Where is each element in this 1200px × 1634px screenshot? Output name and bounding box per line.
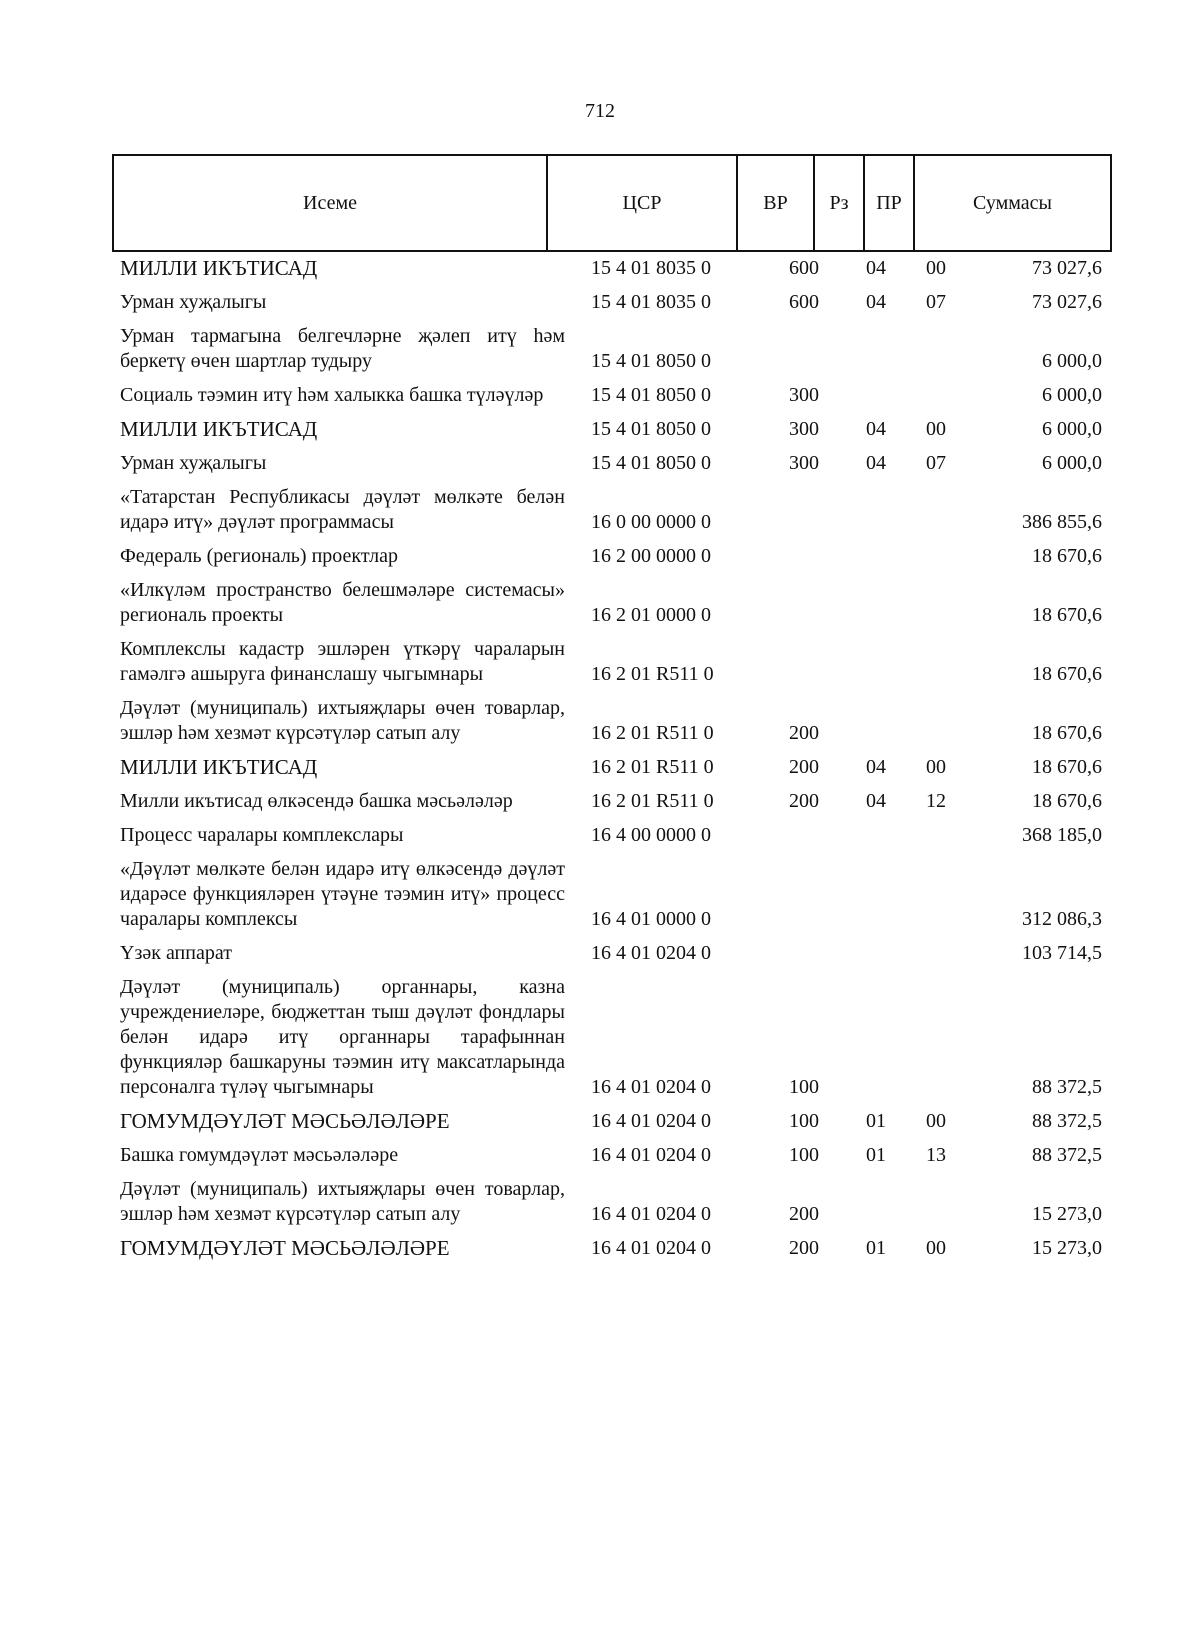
cell-csr: 16 4 01 0204 0 <box>591 1110 711 1132</box>
cell-name: ГОМУМДӘҮЛӘТ МӘСЬӘЛӘЛӘРЕ <box>120 1236 450 1260</box>
cell-pr: 07 <box>926 291 946 313</box>
cell-rz: 04 <box>866 756 886 778</box>
cell-vr: 300 <box>789 384 819 406</box>
cell-sum: 6 000,0 <box>1042 418 1102 440</box>
cell-name: Урман хуҗалыгы <box>120 452 267 474</box>
cell-rz: 04 <box>866 418 886 440</box>
table-row <box>112 447 1112 481</box>
header-vr: ВР <box>737 155 814 251</box>
cell-name: Дәүләт (муниципаль) ихтыяҗлары өчен товарлар, эшләр һәм хезмәт күрсәтүләр сатып алу <box>120 1178 565 1225</box>
cell-csr: 15 4 01 8050 0 <box>591 384 711 406</box>
cell-csr: 16 2 01 R511 0 <box>591 663 714 685</box>
cell-sum: 103 714,5 <box>1022 942 1102 964</box>
cell-rz: 04 <box>866 257 886 279</box>
cell-csr: 16 2 01 R511 0 <box>591 790 714 812</box>
cell-csr: 16 4 01 0204 0 <box>591 942 711 964</box>
cell-csr: 16 4 01 0204 0 <box>591 1076 711 1098</box>
cell-csr: 15 4 01 8050 0 <box>591 452 711 474</box>
cell-name: Үзәк аппарат <box>120 942 232 964</box>
table-row <box>112 971 1112 1105</box>
cell-pr: 00 <box>926 257 946 279</box>
cell-sum: 386 855,6 <box>1022 511 1102 533</box>
cell-name: Федераль (региональ) проектлар <box>120 545 398 567</box>
table-row <box>112 1232 1112 1266</box>
cell-sum: 312 086,3 <box>1022 908 1102 930</box>
cell-vr: 300 <box>789 418 819 440</box>
cell-csr: 16 4 01 0204 0 <box>591 1203 711 1225</box>
cell-sum: 15 273,0 <box>1032 1203 1102 1225</box>
cell-csr: 15 4 01 8035 0 <box>591 291 711 313</box>
cell-csr: 16 4 01 0204 0 <box>591 1237 711 1259</box>
cell-sum: 88 372,5 <box>1032 1110 1102 1132</box>
cell-name: Дәүләт (муниципаль) органнары, казна учреждениеләре, бюджеттан тыш дәүләт фондлары белән идарә итү органнары тарафыннан функцияләр башкаруны тәэмин итү максатларында персоналга түләү чыгымнары <box>120 976 565 1098</box>
cell-sum: 18 670,6 <box>1032 756 1102 778</box>
table-row <box>112 819 1112 853</box>
cell-vr: 200 <box>789 722 819 744</box>
cell-csr: 16 0 00 0000 0 <box>591 511 711 533</box>
cell-name: «Дәүләт мөлкәте белән идарә итү өлкәсендә дәүләт идарәсе функцияләрен үтәүне тәэмин итү» процесс чаралары комплексы <box>120 858 565 930</box>
cell-sum: 18 670,6 <box>1032 663 1102 685</box>
cell-rz: 04 <box>866 790 886 812</box>
page-number: 712 <box>585 100 615 122</box>
table-row <box>112 252 1112 286</box>
table-row <box>112 633 1112 692</box>
cell-sum: 18 670,6 <box>1032 790 1102 812</box>
table-row <box>112 481 1112 540</box>
cell-name: МИЛЛИ ИКЪТИСАД <box>120 256 318 280</box>
table-row <box>112 853 1112 937</box>
cell-csr: 16 4 01 0204 0 <box>591 1144 711 1166</box>
table-row <box>112 937 1112 971</box>
table-row <box>112 540 1112 574</box>
cell-pr: 00 <box>926 756 946 778</box>
cell-rz: 01 <box>866 1144 886 1166</box>
header-csr: ЦСР <box>547 155 737 251</box>
table-row <box>112 286 1112 320</box>
cell-csr: 16 2 01 R511 0 <box>591 722 714 744</box>
cell-name: Урман тармагына белгечләрне җәлеп итү һәм беркетү өчен шартлар тудыру <box>120 325 565 372</box>
cell-csr: 16 2 00 0000 0 <box>591 545 711 567</box>
cell-vr: 600 <box>789 257 819 279</box>
cell-name: Дәүләт (муниципаль) ихтыяҗлары өчен товарлар, эшләр һәм хезмәт күрсәтүләр сатып алу <box>120 697 565 744</box>
cell-pr: 13 <box>926 1144 946 1166</box>
cell-name: Социаль тәэмин итү һәм халыкка башка түләүләр <box>120 384 544 406</box>
cell-csr: 16 4 00 0000 0 <box>591 824 711 846</box>
cell-sum: 18 670,6 <box>1032 545 1102 567</box>
cell-rz: 04 <box>866 452 886 474</box>
table-header <box>112 154 1112 252</box>
header-rz: Рз <box>814 155 864 251</box>
cell-rz: 01 <box>866 1110 886 1132</box>
cell-csr: 15 4 01 8035 0 <box>591 257 711 279</box>
cell-name: ГОМУМДӘҮЛӘТ МӘСЬӘЛӘЛӘРЕ <box>120 1109 450 1133</box>
cell-pr: 07 <box>926 452 946 474</box>
cell-name: МИЛЛИ ИКЪТИСАД <box>120 417 318 441</box>
cell-csr: 16 4 01 0000 0 <box>591 908 711 930</box>
cell-vr: 100 <box>789 1110 819 1132</box>
cell-csr: 15 4 01 8050 0 <box>591 418 711 440</box>
cell-sum: 6 000,0 <box>1042 452 1102 474</box>
cell-sum: 6 000,0 <box>1042 384 1102 406</box>
table-row <box>112 413 1112 447</box>
cell-sum: 73 027,6 <box>1032 291 1102 313</box>
cell-name: Урман хуҗалыгы <box>120 291 267 313</box>
cell-vr: 200 <box>789 756 819 778</box>
cell-vr: 200 <box>789 1203 819 1225</box>
table-row <box>112 1139 1112 1173</box>
header-sum: Суммасы <box>914 155 1111 251</box>
cell-csr: 16 2 01 R511 0 <box>591 756 714 778</box>
cell-sum: 73 027,6 <box>1032 257 1102 279</box>
cell-vr: 600 <box>789 291 819 313</box>
table-row <box>112 785 1112 819</box>
cell-sum: 88 372,5 <box>1032 1144 1102 1166</box>
table-row <box>112 320 1112 379</box>
cell-name: Милли икътисад өлкәсендә башка мәсьәләләр <box>120 790 513 812</box>
cell-name: «Илкүләм пространство белешмәләре системасы» региональ проекты <box>120 579 565 626</box>
cell-name: Процесс чаралары комплекслары <box>120 824 404 846</box>
cell-sum: 368 185,0 <box>1022 824 1102 846</box>
cell-name: МИЛЛИ ИКЪТИСАД <box>120 755 318 779</box>
cell-name: Комплекслы кадастр эшләрен үткәрү чараларын гамәлгә ашыруга финанслашу чыгымнары <box>120 638 565 685</box>
cell-pr: 00 <box>926 1237 946 1259</box>
table-row <box>112 1173 1112 1232</box>
header-name: Исеме <box>113 155 547 251</box>
cell-rz: 01 <box>866 1237 886 1259</box>
table-row <box>112 379 1112 413</box>
cell-name: Башка гомумдәүләт мәсьәләләре <box>120 1144 399 1166</box>
cell-sum: 88 372,5 <box>1032 1076 1102 1098</box>
table-row <box>112 692 1112 751</box>
header-pr: ПР <box>864 155 914 251</box>
cell-vr: 200 <box>789 790 819 812</box>
cell-vr: 100 <box>789 1144 819 1166</box>
table-row <box>112 1105 1112 1139</box>
cell-vr: 100 <box>789 1076 819 1098</box>
cell-pr: 12 <box>926 790 946 812</box>
cell-pr: 00 <box>926 1110 946 1132</box>
cell-vr: 300 <box>789 452 819 474</box>
cell-vr: 200 <box>789 1237 819 1259</box>
cell-pr: 00 <box>926 418 946 440</box>
cell-csr: 16 2 01 0000 0 <box>591 604 711 626</box>
cell-sum: 15 273,0 <box>1032 1237 1102 1259</box>
cell-csr: 15 4 01 8050 0 <box>591 350 711 372</box>
table-row <box>112 574 1112 633</box>
table-body <box>112 252 1112 1266</box>
cell-sum: 18 670,6 <box>1032 604 1102 626</box>
table-row <box>112 751 1112 785</box>
cell-sum: 18 670,6 <box>1032 722 1102 744</box>
cell-name: «Татарстан Республикасы дәүләт мөлкәте белән идарә итү» дәүләт программасы <box>120 486 565 533</box>
cell-sum: 6 000,0 <box>1042 350 1102 372</box>
cell-rz: 04 <box>866 291 886 313</box>
